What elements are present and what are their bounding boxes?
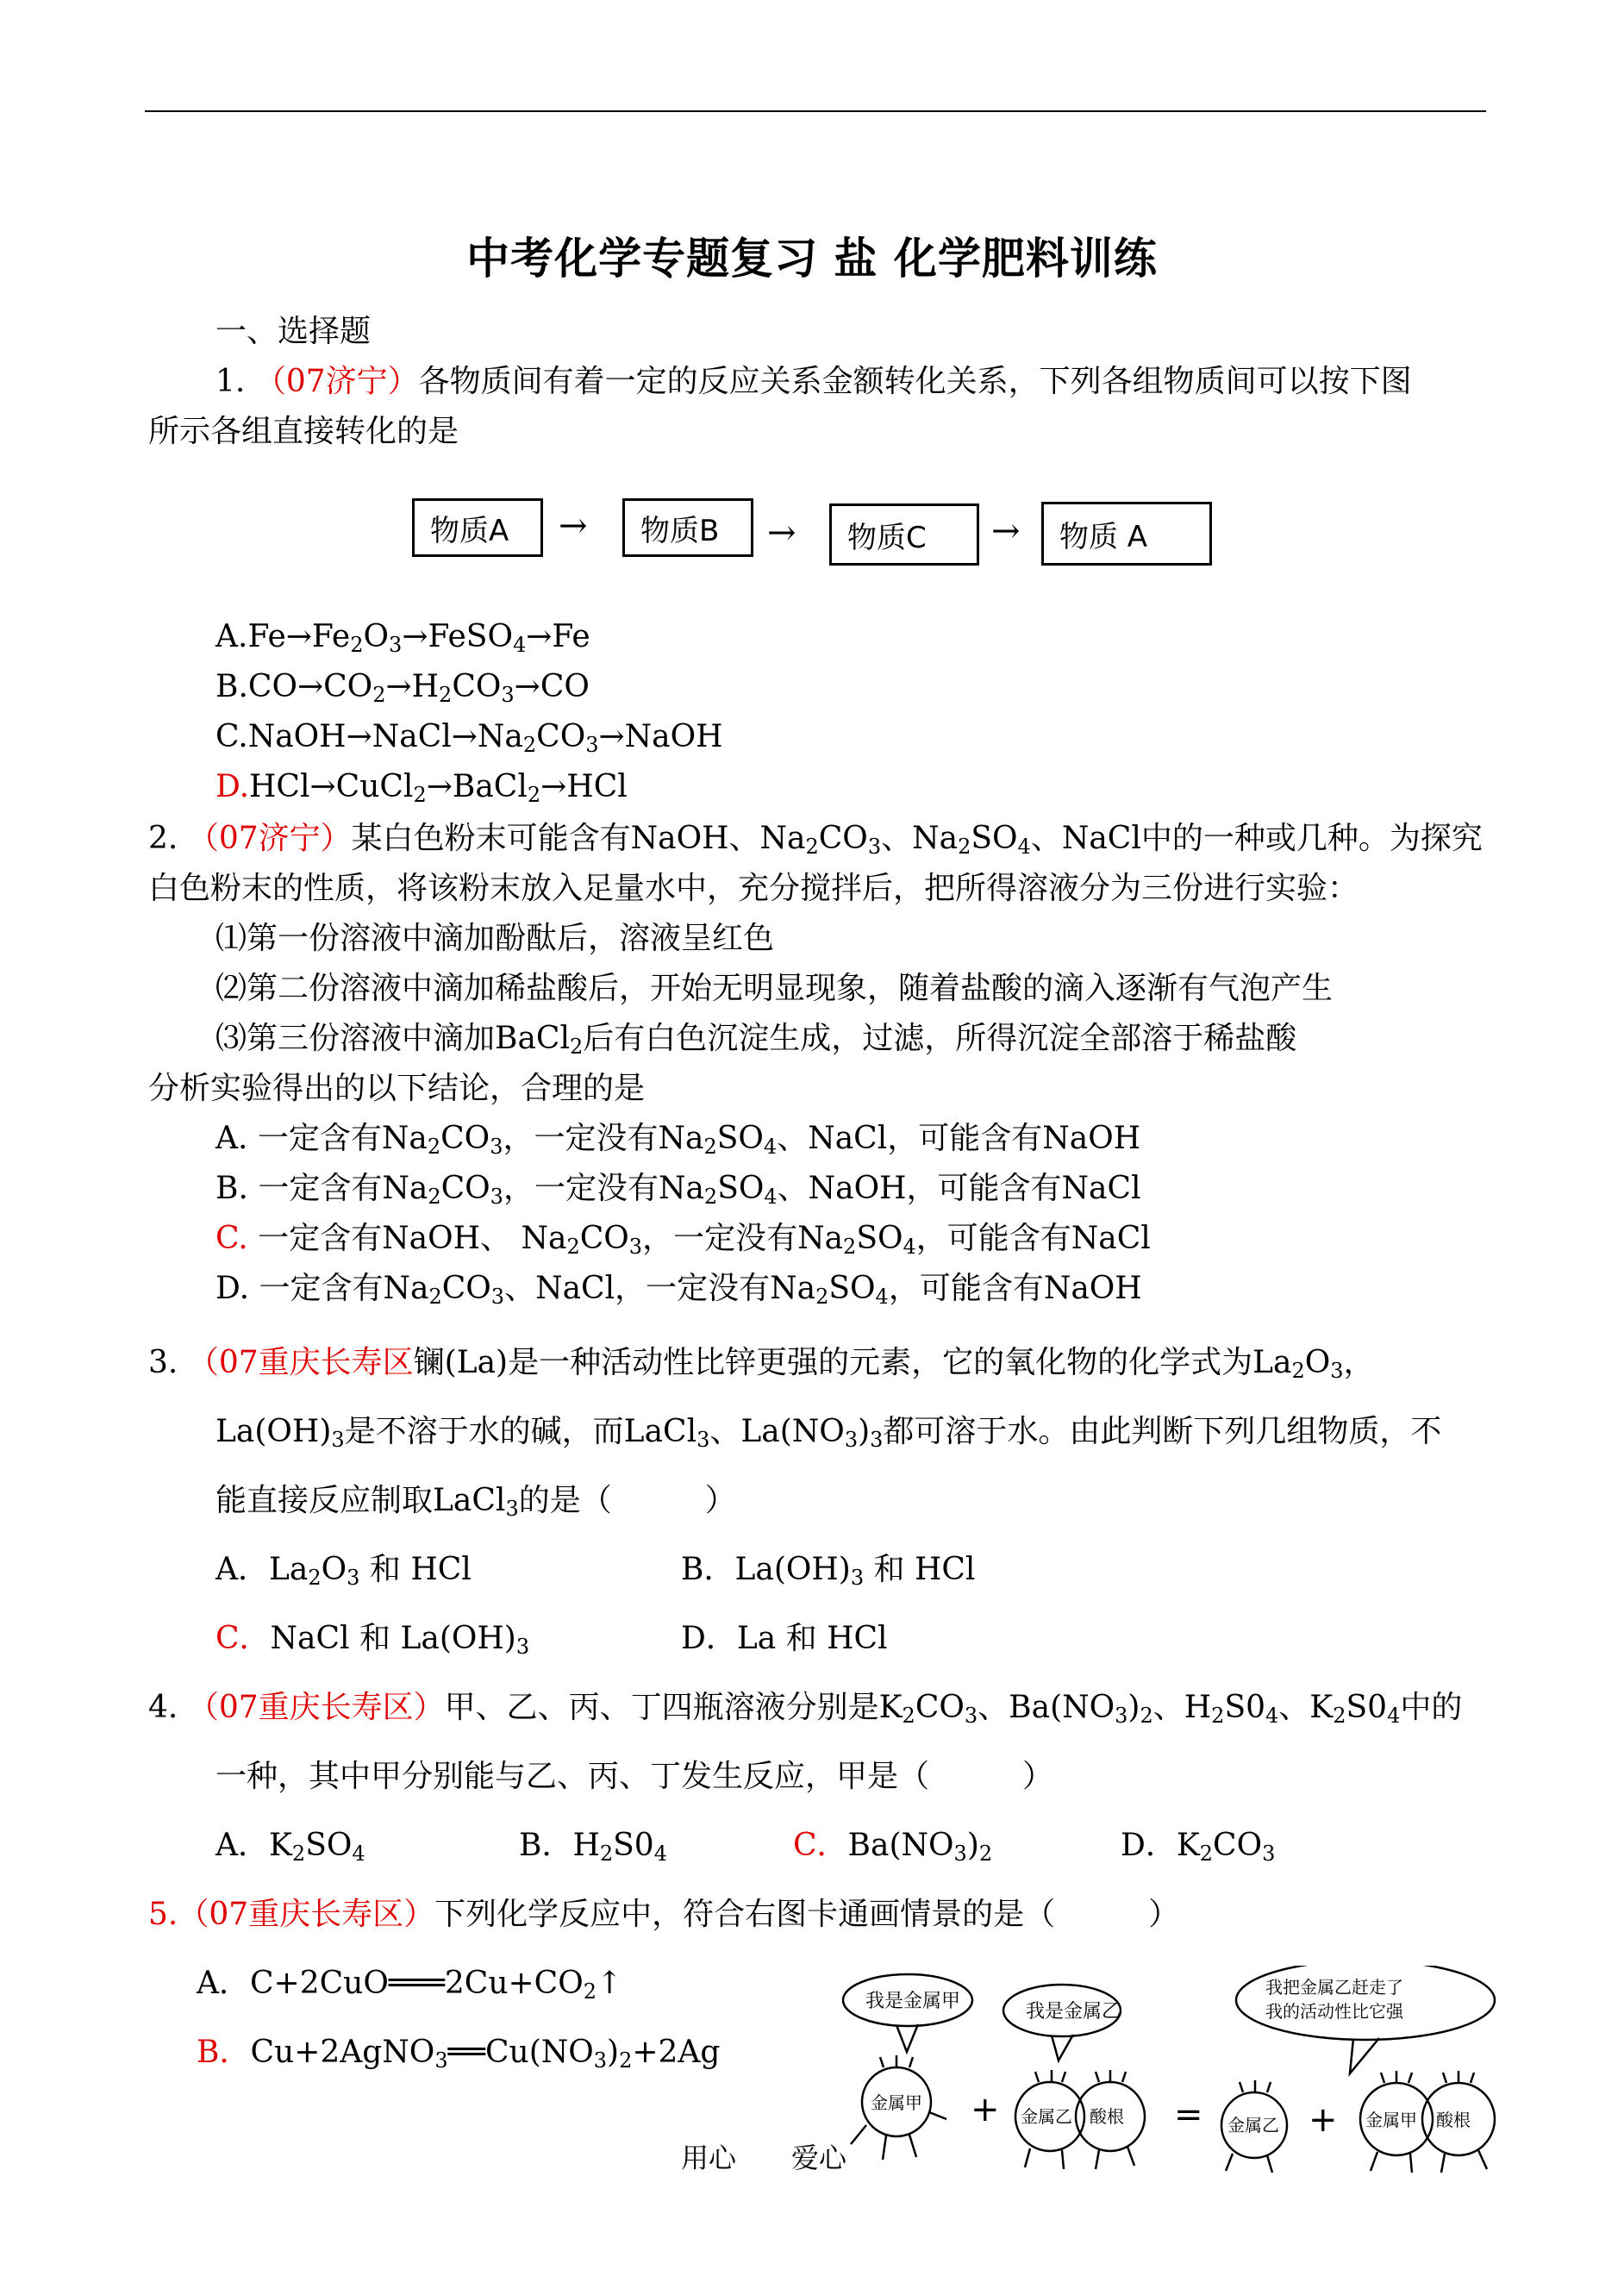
page-footer: 用心 爱心 <box>681 2142 847 2174</box>
q3-option-d: D．La 和 HCl <box>681 1621 888 1656</box>
q2-option-a: A. 一定含有$Na_2CO_3$，一定没有$Na_2SO_4$、NaCl，可能含有NaOH <box>215 1121 1141 1159</box>
character-label: 金属甲 <box>871 2092 922 2113</box>
bubble-text: 我的活动性比它强 <box>1265 2001 1403 2022</box>
q3-option-a: A．$La_2O_3$ 和 HCl <box>215 1552 472 1590</box>
answer-mark: C. <box>215 1221 248 1256</box>
equals-sign: = <box>1174 2095 1203 2135</box>
q1-option-b: $B.CO\to CO_2\to H_2CO_3\to CO$ <box>215 669 590 707</box>
q3-line2: $La(OH)_3$是不溶于水的碱，而LaCl$_3$、$La(NO_3)_3$都可溶于水。由此判断下列几组物质，不 <box>215 1414 1442 1452</box>
q3-option-c: C．NaCl 和 $La(OH)_3$ <box>215 1621 530 1659</box>
q5-source: 5.（07重庆长寿区） <box>148 1897 435 1932</box>
q4-line1: 4. （07重庆长寿区）甲、乙、丙、丁四瓶溶液分别是$K_2CO_3$、$Ba(NO_3)_2$、$H_2S0_4$、$K_2S0_4$中的 <box>148 1690 1463 1728</box>
q2-analysis: 分析实验得出的以下结论，合理的是 <box>148 1071 646 1106</box>
answer-mark: C． <box>215 1621 271 1656</box>
answer-mark: C． <box>793 1828 848 1863</box>
q4-option-b: B．$H_2S0_4$ <box>519 1828 667 1866</box>
q4-option-a: A．$K_2SO_4$ <box>215 1828 365 1866</box>
answer-mark: D. <box>215 769 250 804</box>
q5-option-a: A．$C+2CuO═══2Cu+CO_2↑$ <box>197 1966 623 2004</box>
q1-number: 1. <box>215 364 246 399</box>
q1-option-a: $A.Fe\to Fe_2O_3\to FeSO_4\to Fe$ <box>215 619 590 657</box>
flow-box-c: 物质C <box>829 503 979 566</box>
q4-source: （07重庆长寿区） <box>187 1690 445 1725</box>
answer-mark: B． <box>197 2035 251 2070</box>
flow-box-a: 物质A <box>412 498 543 557</box>
q5-line1: 5.（07重庆长寿区）下列化学反应中，符合右图卡通画情景的是（ ） <box>148 1897 1180 1932</box>
q2-option-c: C. 一定含有NaOH、 $Na_2CO_3$，一定没有$Na_2SO_4$，可能含有NaCl <box>215 1221 1151 1259</box>
section-heading: 一、选择题 <box>215 314 372 349</box>
header-rule <box>145 110 1486 112</box>
bubble-text: 我是金属乙 <box>1026 2001 1121 2023</box>
character-label: 酸根 <box>1436 2110 1471 2130</box>
q3-line3: 能直接反应制取LaCl$_3$的是（ ） <box>215 1483 736 1521</box>
q2-option-b: B. 一定含有$Na_2CO_3$，一定没有$Na_2SO_4$、NaOH，可能含有NaCl <box>215 1171 1141 1209</box>
q3-option-b: B．$La(OH)_3$ 和 HCl <box>681 1552 976 1590</box>
plus-sign: + <box>1309 2100 1338 2140</box>
character-label: 金属乙 <box>1227 2115 1279 2136</box>
q4-option-d: D．$K_2CO_3$ <box>1121 1828 1276 1866</box>
q2-number: 2. <box>148 821 178 856</box>
flow-arrow: → <box>767 513 796 553</box>
q1-line1 <box>215 362 1412 402</box>
q2-exp2: ⑵第二份溶液中滴加稀盐酸后，开始无明显现象，随着盐酸的滴入逐渐有气泡产生 <box>215 971 1334 1006</box>
plus-sign: + <box>971 2090 1000 2129</box>
q1-stem: 各物质间有着一定的反应关系金额转化关系，下列各组物质间可以按下图 <box>418 364 1412 399</box>
q3-source: （07重庆长寿区 <box>187 1345 414 1380</box>
bubble-text: 我把金属乙赶走了 <box>1265 1977 1403 1998</box>
q2-line1: 2. （07济宁）某白色粉末可能含有NaOH、$Na_2CO_3$、$Na_2SO_4$、NaCl中的一种或几种。为探究 <box>148 821 1483 859</box>
q3-number: 3. <box>148 1345 178 1380</box>
flow-arrow: → <box>559 506 588 546</box>
flow-box-a2: 物质 A <box>1041 502 1212 566</box>
flow-arrow: → <box>991 511 1021 551</box>
q2-line2: 白色粉末的性质，将该粉末放入足量水中，充分搅拌后，把所得溶液分为三份进行实验： <box>148 871 1359 906</box>
character-label: 酸根 <box>1090 2106 1124 2127</box>
q1-option-d: D.HCl→CuCl$_2$→BaCl$_2$→HCl <box>215 769 628 807</box>
q1-option-c: $C.NaOH\to NaCl\to Na_2CO_3\to NaOH$ <box>215 719 723 757</box>
q4-option-c: C．$Ba(NO_3)_2$ <box>793 1828 993 1866</box>
flow-diagram <box>412 497 1214 566</box>
q1-source: （07济宁） <box>254 364 419 399</box>
q2-exp1: ⑴第一份溶液中滴加酚酞后，溶液呈红色 <box>215 921 775 956</box>
q1-line2: 所示各组直接转化的是 <box>148 414 459 449</box>
flow-box-b: 物质B <box>622 498 753 557</box>
q5-option-b: B．$Cu+2AgNO_3══Cu(NO_3)_2+2Ag$ <box>197 2035 721 2073</box>
character-label: 金属乙 <box>1021 2106 1072 2127</box>
q2-exp3: ⑶第三份溶液中滴加BaCl$_2$后有白色沉淀生成，过滤，所得沉淀全部溶于稀盐酸 <box>215 1021 1297 1059</box>
q2-option-d: D. 一定含有$Na_2CO_3$、NaCl，一定没有$Na_2SO_4$，可能含有NaOH <box>215 1271 1142 1309</box>
q4-number: 4. <box>148 1690 178 1725</box>
bubble-text: 我是金属甲 <box>865 1991 961 2012</box>
metal-cartoon-illustration <box>836 1966 1543 2186</box>
q2-source: （07济宁） <box>187 821 352 856</box>
character-label: 金属甲 <box>1365 2110 1417 2130</box>
page-title: 中考化学专题复习 盐 化学肥料训练 <box>466 234 1158 284</box>
q4-line2: 一种，其中甲分别能与乙、丙、丁发生反应，甲是（ ） <box>215 1759 1054 1794</box>
q3-line1: 3. （07重庆长寿区镧(La)是一种活动性比锌更强的元素，它的氧化物的化学式为$La_2O_3$， <box>148 1345 1375 1383</box>
